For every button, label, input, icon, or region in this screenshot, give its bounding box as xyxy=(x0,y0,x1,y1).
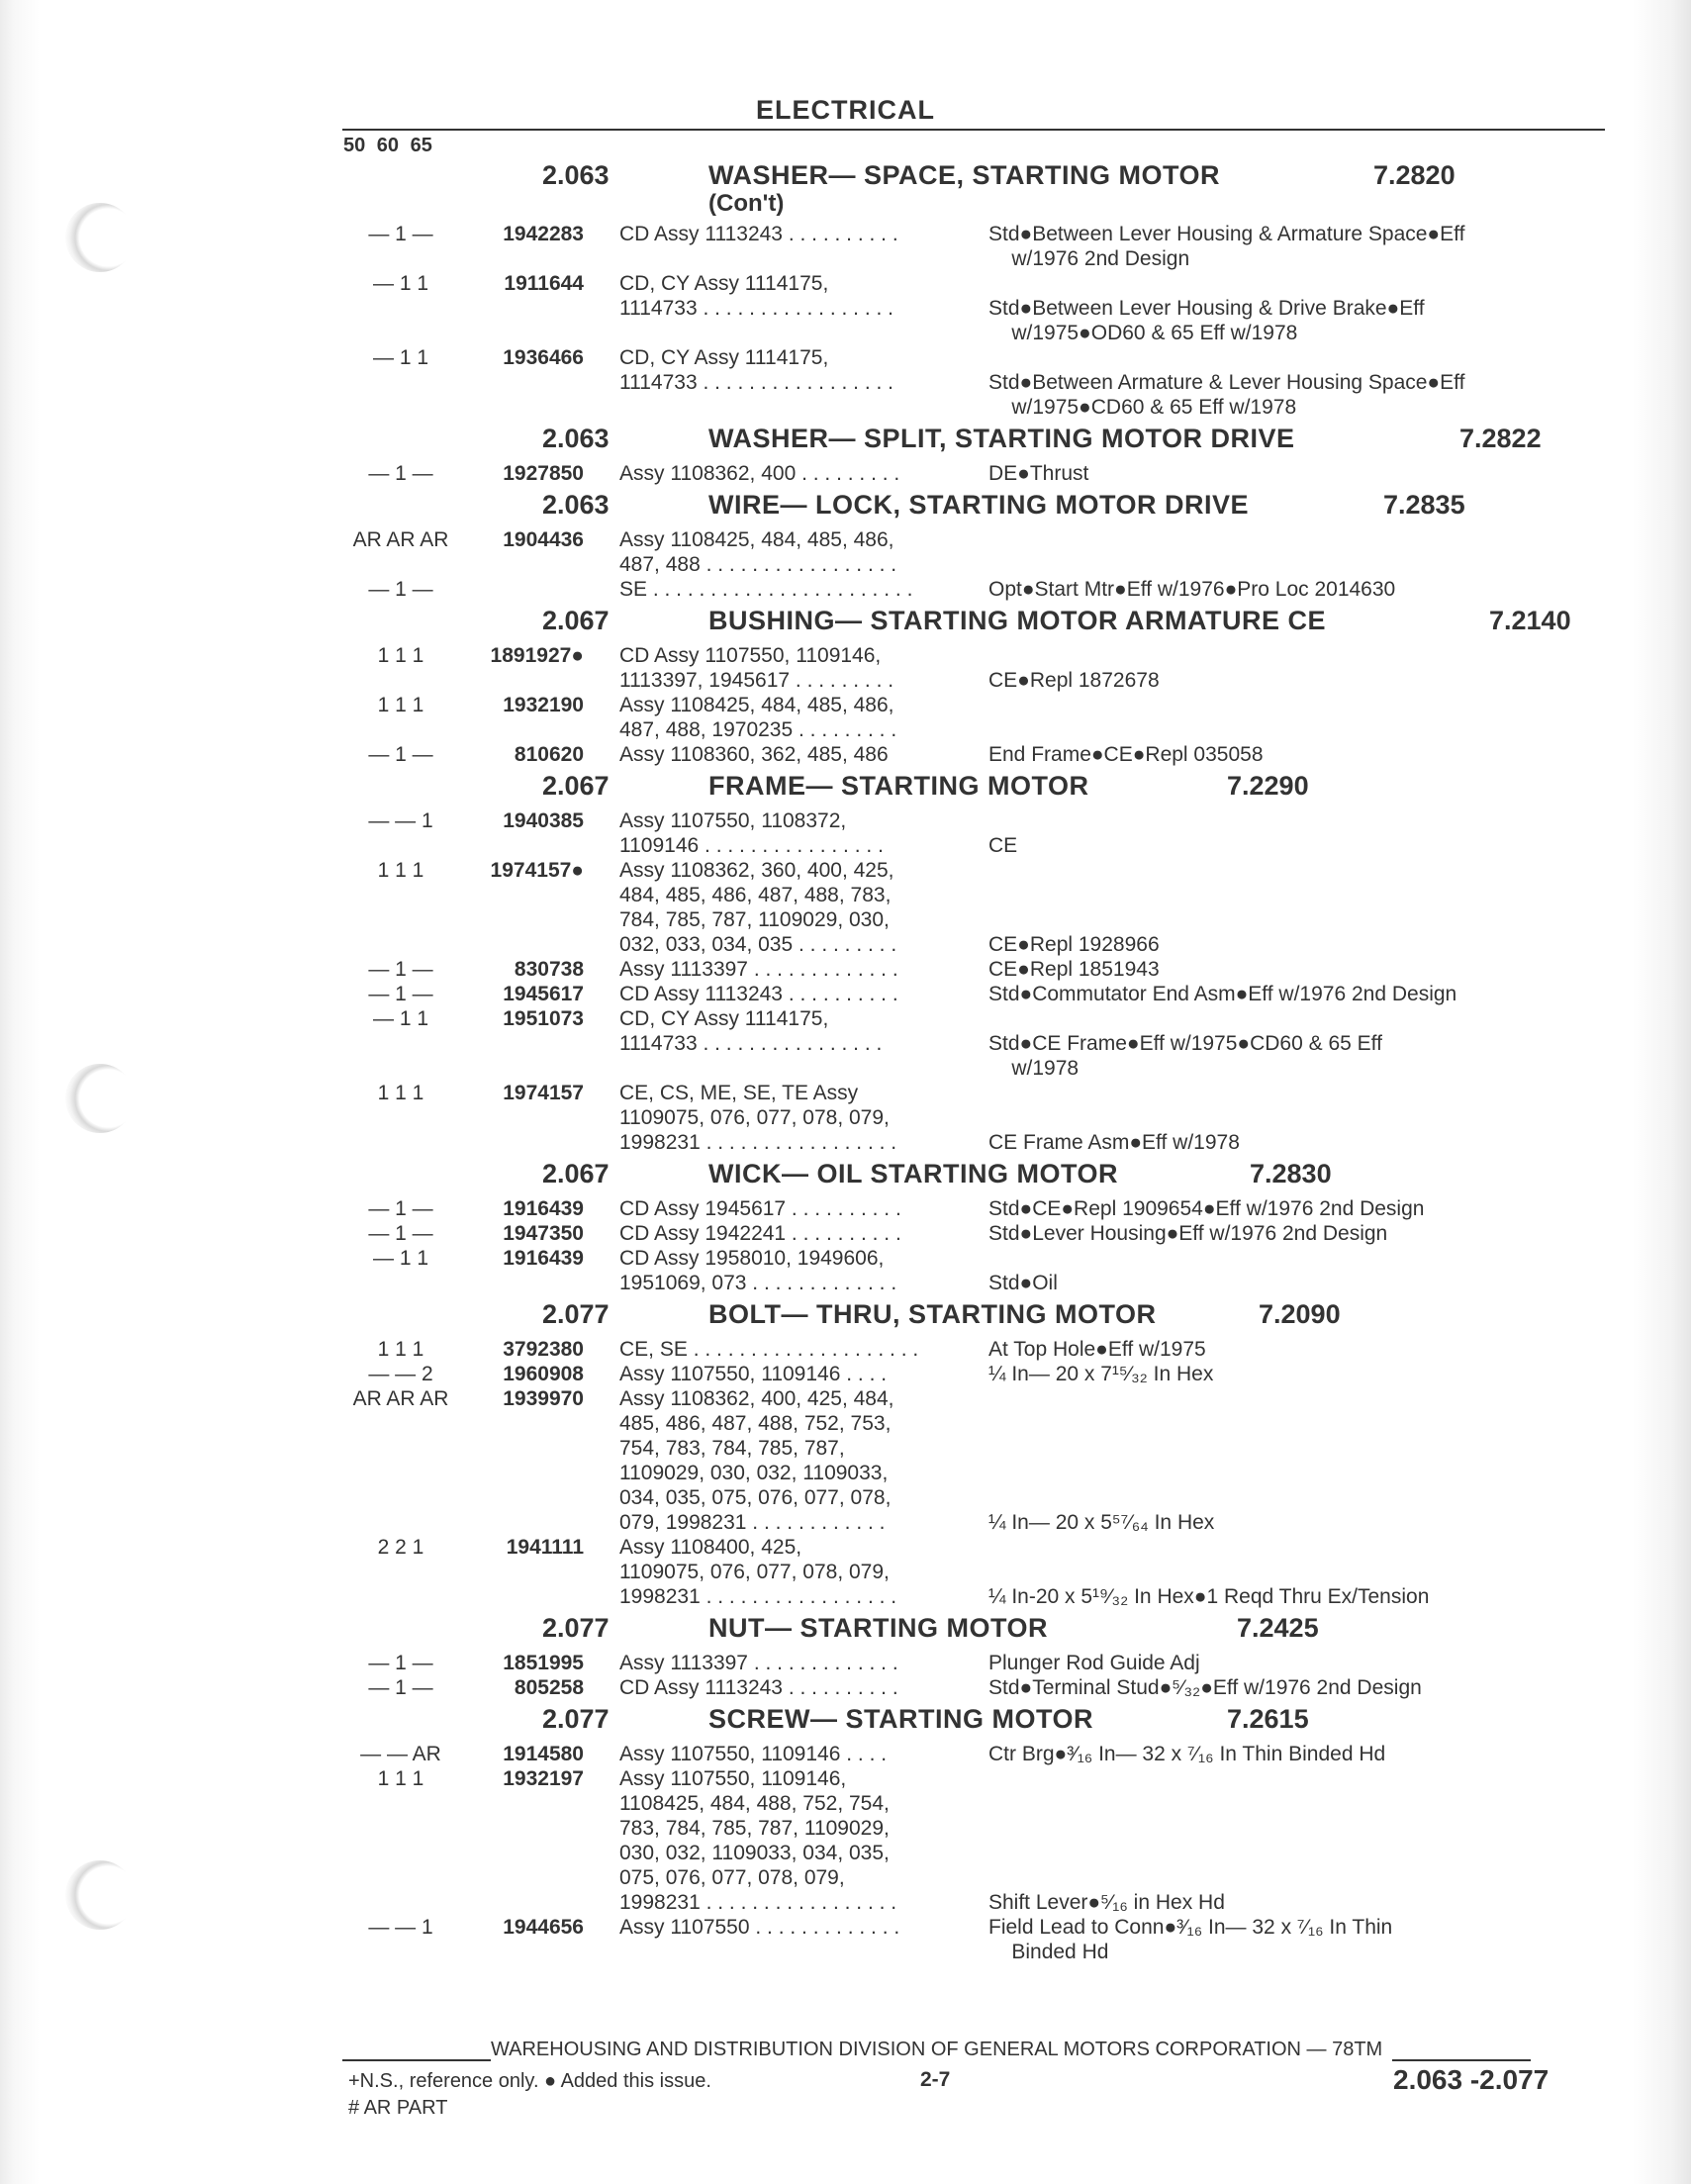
part-description: Ctr Brg●³⁄₁₆ In— 32 x ⁷⁄₁₆ In Thin Binded Hd xyxy=(988,1743,1386,1765)
section-code: 7.2140 xyxy=(1489,606,1571,635)
part-row xyxy=(336,345,1613,420)
section-code: 7.2835 xyxy=(1383,490,1465,520)
footer-rule-left xyxy=(342,2059,491,2061)
header-rule xyxy=(342,129,1605,131)
section-title: SCREW— STARTING MOTOR xyxy=(708,1704,1093,1734)
section-header xyxy=(336,1159,1613,1196)
section-number: 2.067 xyxy=(542,1159,610,1188)
catalog-section xyxy=(336,424,1613,486)
assembly-usage: CD Assy 1958010, 1949606, 1951069, 073 . . . . . . . . . . . . . xyxy=(619,1247,897,1294)
part-description: Std●Commutator End Asm●Eff w/1976 2nd Design xyxy=(988,983,1457,1005)
part-number: 1944656 xyxy=(503,1916,584,1939)
section-title: NUT— STARTING MOTOR xyxy=(708,1613,1048,1643)
part-row xyxy=(336,1766,1613,1915)
part-row xyxy=(336,1006,1613,1081)
part-number: 810620 xyxy=(514,743,584,766)
part-description: Plunger Rod Guide Adj xyxy=(988,1652,1200,1674)
assembly-usage: CE, CS, ME, SE, TE Assy 1109075, 076, 077, 078, 079, 1998231 . . . . . . . . . . . . . . . . . xyxy=(619,1082,897,1154)
qty-by-model: 1 1 1 xyxy=(377,1338,424,1361)
assembly-usage: CE, SE . . . . . . . . . . . . . . . . . . . . xyxy=(619,1338,919,1361)
part-number: 1851995 xyxy=(503,1652,584,1674)
qty-by-model: — 1 — xyxy=(368,462,433,485)
section-number: 2.077 xyxy=(542,1704,610,1734)
part-row xyxy=(336,1535,1613,1609)
section-number: 2.067 xyxy=(542,606,610,635)
part-row xyxy=(336,1915,1613,1964)
qty-by-model: 1 1 1 xyxy=(377,1082,424,1104)
page-title: ELECTRICAL xyxy=(756,95,935,125)
note-ar-part: # AR PART xyxy=(348,2097,448,2119)
qty-by-model: AR AR AR xyxy=(352,1387,449,1410)
assembly-usage: CD, CY Assy 1114175, 1114733 . . . . . . . . . . . . . . . . . xyxy=(619,272,894,320)
qty-by-model: — 1 — xyxy=(368,1222,433,1245)
section-code: 7.2820 xyxy=(1373,160,1456,190)
assembly-usage: Assy 1107550 . . . . . . . . . . . . . xyxy=(619,1916,900,1939)
part-row xyxy=(336,1246,1613,1295)
part-row xyxy=(336,577,1613,602)
part-row xyxy=(336,742,1613,767)
qty-by-model: — — 1 xyxy=(368,1916,433,1939)
part-number: 1945617 xyxy=(503,983,584,1005)
part-number: 1947350 xyxy=(503,1222,584,1245)
part-row xyxy=(336,858,1613,957)
part-row xyxy=(336,808,1613,858)
part-description: Std●Between Armature & Lever Housing Space●Eff w/1975●CD60 & 65 Eff w/1978 xyxy=(988,371,1465,419)
part-row xyxy=(336,957,1613,982)
qty-by-model: — 1 1 xyxy=(372,1247,429,1270)
assembly-usage: Assy 1108360, 362, 485, 486 xyxy=(619,743,889,766)
footer-division: WAREHOUSING AND DISTRIBUTION DIVISION OF GENERAL MOTORS CORPORATION — 78TM xyxy=(491,2039,1383,2060)
part-number: 1942283 xyxy=(503,223,584,245)
assembly-usage: CD, CY Assy 1114175, 1114733 . . . . . . . . . . . . . . . . . xyxy=(619,346,894,394)
assembly-usage: Assy 1108425, 484, 485, 486, 487, 488, 1970235 . . . . . . . . . xyxy=(619,694,897,741)
part-number: 1974157 xyxy=(503,1082,584,1104)
assembly-usage: Assy 1108362, 400, 425, 484, 485, 486, 487, 488, 752, 753, 754, 783, 784, 785, 787, 1109029, 030, 032, 1109033, 034, 035, 075, 076, 077, 078, 079, 1998231 . . . . . . . . . . . . xyxy=(619,1387,894,1534)
part-number: 1951073 xyxy=(503,1007,584,1030)
qty-by-model: 1 1 1 xyxy=(377,694,424,716)
part-row xyxy=(336,693,1613,742)
qty-by-model: 1 1 1 xyxy=(377,859,424,882)
assembly-usage: CD Assy 1113243 . . . . . . . . . . xyxy=(619,223,898,245)
section-number: 2.063 xyxy=(542,160,610,190)
part-number: 1939970 xyxy=(503,1387,584,1410)
part-description: DE●Thrust xyxy=(988,462,1089,485)
part-description: Std●Oil xyxy=(988,1272,1058,1294)
part-row xyxy=(336,1337,1613,1362)
part-description: CE xyxy=(988,834,1018,857)
part-number: 1904436 xyxy=(503,528,584,551)
qty-by-model: — — 2 xyxy=(368,1363,433,1385)
section-header xyxy=(336,1613,1613,1651)
part-row xyxy=(336,982,1613,1006)
binder-hole-top xyxy=(65,203,135,272)
note-ns-added: +N.S., reference only. ● Added this issue. xyxy=(348,2070,711,2092)
part-row xyxy=(336,1742,1613,1766)
part-row xyxy=(336,461,1613,486)
part-number: 1932190 xyxy=(503,694,584,716)
catalog-section xyxy=(336,771,1613,1155)
part-row xyxy=(336,527,1613,577)
qty-by-model: — 1 1 xyxy=(372,272,429,295)
part-number: 1927850 xyxy=(503,462,584,485)
section-code: 7.2425 xyxy=(1237,1613,1319,1643)
part-number: 830738 xyxy=(514,958,584,981)
assembly-usage: Assy 1108362, 400 . . . . . . . . . xyxy=(619,462,900,485)
part-number: 805258 xyxy=(514,1676,584,1699)
qty-by-model: — 1 1 xyxy=(372,1007,429,1030)
assembly-usage: Assy 1108362, 360, 400, 425, 484, 485, 486, 487, 488, 783, 784, 785, 787, 1109029, 030, 032, 033, 034, 035 . . . . . . . . . xyxy=(619,859,897,956)
binder-hole-bottom xyxy=(65,1860,135,1930)
section-code: 7.2822 xyxy=(1459,424,1542,453)
qty-by-model: — 1 — xyxy=(368,1652,433,1674)
assembly-usage: Assy 1108400, 425, 1109075, 076, 077, 078, 079, 1998231 . . . . . . . . . . . . . . . . . xyxy=(619,1536,897,1608)
qty-by-model: — 1 — xyxy=(368,1676,433,1699)
qty-by-model: — 1 — xyxy=(368,983,433,1005)
part-number: 1916439 xyxy=(503,1197,584,1220)
section-title: FRAME— STARTING MOTOR xyxy=(708,771,1089,801)
catalog-section xyxy=(336,490,1613,602)
part-number: 1911644 xyxy=(504,272,584,295)
part-row xyxy=(336,1221,1613,1246)
part-number: 1916439 xyxy=(503,1247,584,1270)
footer-division-line xyxy=(342,2039,1613,2061)
part-description: Std●Terminal Stud●⁵⁄₃₂●Eff w/1976 2nd Design xyxy=(988,1676,1422,1699)
qty-by-model: — 1 — xyxy=(368,958,433,981)
section-number: 2.063 xyxy=(542,424,610,453)
qty-by-model: — 1 1 xyxy=(372,346,429,369)
part-number: 1974157● xyxy=(490,859,584,882)
qty-by-model: — 1 — xyxy=(368,223,433,245)
qty-by-model: 2 2 1 xyxy=(377,1536,424,1559)
part-description: CE●Repl 1872678 xyxy=(988,669,1160,692)
section-code: 7.2830 xyxy=(1250,1159,1332,1188)
section-number: 2.077 xyxy=(542,1613,610,1643)
section-number: 2.077 xyxy=(542,1299,610,1329)
part-number: 1960908 xyxy=(503,1363,584,1385)
section-header xyxy=(336,606,1613,643)
assembly-usage: Assy 1107550, 1109146 . . . . xyxy=(619,1363,888,1385)
qty-by-model: — — 1 xyxy=(368,809,433,832)
part-row xyxy=(336,1196,1613,1221)
section-title: WASHER— SPACE, STARTING MOTOR xyxy=(708,160,1221,190)
part-description: Std●Between Lever Housing & Drive Brake●Eff w/1975●OD60 & 65 Eff w/1978 xyxy=(988,297,1425,344)
catalog-section xyxy=(336,606,1613,767)
section-header xyxy=(336,424,1613,461)
section-title: BUSHING— STARTING MOTOR ARMATURE CE xyxy=(708,606,1326,635)
qty-by-model: — — AR xyxy=(360,1743,441,1765)
part-row xyxy=(336,1651,1613,1675)
qty-by-model: AR AR AR xyxy=(352,528,449,551)
assembly-usage: CD Assy 1107550, 1109146, 1113397, 1945617 . . . . . . . . . xyxy=(619,644,894,692)
section-code: 7.2615 xyxy=(1227,1704,1309,1734)
part-description: Std●CE●Repl 1909654●Eff w/1976 2nd Design xyxy=(988,1197,1425,1220)
assembly-usage: SE . . . . . . . . . . . . . . . . . . . . . . . xyxy=(619,578,913,601)
part-row xyxy=(336,643,1613,693)
assembly-usage: Assy 1113397 . . . . . . . . . . . . . xyxy=(619,1652,898,1674)
section-title: WIRE— LOCK, STARTING MOTOR DRIVE xyxy=(708,490,1249,520)
binder-hole-middle xyxy=(65,1064,135,1133)
page-number: 2-7 xyxy=(920,2068,951,2091)
part-description: ¼ In— 20 x 5⁵⁷⁄₆₄ In Hex xyxy=(988,1511,1215,1534)
assembly-usage: Assy 1107550, 1109146, 1108425, 484, 488, 752, 754, 783, 784, 785, 787, 1109029, 030, 032, 1109033, 034, 035, 075, 076, 077, 078, 079, 1998231 . . . . . . . . . . . . . . . . . xyxy=(619,1767,897,1914)
assembly-usage: Assy 1107550, 1109146 . . . . xyxy=(619,1743,888,1765)
part-description: Opt●Start Mtr●Eff w/1976●Pro Loc 2014630 xyxy=(988,578,1396,601)
section-number: 2.063 xyxy=(542,490,610,520)
section-title: WASHER— SPLIT, STARTING MOTOR DRIVE xyxy=(708,424,1295,453)
part-description: CE●Repl 1851943 xyxy=(988,958,1160,981)
part-description: Std●CE Frame●Eff w/1975●CD60 & 65 Eff w/1978 xyxy=(988,1032,1382,1080)
part-number: 1891927● xyxy=(490,644,584,667)
part-description: Field Lead to Conn●³⁄₁₆ In— 32 x ⁷⁄₁₆ In Thin Binded Hd xyxy=(988,1916,1393,1963)
section-title: WICK— OIL STARTING MOTOR xyxy=(708,1159,1118,1188)
part-row xyxy=(336,1081,1613,1155)
part-description: ¼ In— 20 x 7¹⁵⁄₃₂ In Hex xyxy=(988,1363,1214,1385)
section-subtitle: (Con't) xyxy=(708,190,785,217)
section-title: BOLT— THRU, STARTING MOTOR xyxy=(708,1299,1157,1329)
qty-by-model: — 1 — xyxy=(368,743,433,766)
section-header xyxy=(336,1299,1613,1337)
part-row xyxy=(336,222,1613,271)
parts-listing xyxy=(336,156,1613,1964)
section-header xyxy=(336,771,1613,808)
qty-by-model: 1 1 1 xyxy=(377,1767,424,1790)
part-description: ¼ In-20 x 5¹⁹⁄₃₂ In Hex●1 Reqd Thru Ex/Tension xyxy=(988,1585,1430,1608)
part-row xyxy=(336,1675,1613,1700)
qty-by-model: — 1 — xyxy=(368,1197,433,1220)
part-number: 1941111 xyxy=(506,1536,584,1559)
assembly-usage: CD Assy 1113243 . . . . . . . . . . xyxy=(619,1676,898,1699)
section-header xyxy=(336,490,1613,527)
assembly-usage: Assy 1113397 . . . . . . . . . . . . . xyxy=(619,958,898,981)
part-description: CE●Repl 1928966 xyxy=(988,933,1160,956)
footer-rule-right xyxy=(1392,2059,1531,2061)
part-description: Std●Lever Housing●Eff w/1976 2nd Design xyxy=(988,1222,1388,1245)
section-header xyxy=(336,160,1613,222)
part-number: 1932197 xyxy=(503,1767,584,1790)
assembly-usage: CD, CY Assy 1114175, 1114733 . . . . . . . . . . . . . . . . xyxy=(619,1007,883,1055)
part-description: End Frame●CE●Repl 035058 xyxy=(988,743,1264,766)
section-code: 7.2290 xyxy=(1227,771,1309,801)
model-columns-header: 50 60 65 xyxy=(343,135,432,156)
assembly-usage: CD Assy 1945617 . . . . . . . . . . xyxy=(619,1197,901,1220)
section-number: 2.067 xyxy=(542,771,610,801)
qty-by-model: 1 1 1 xyxy=(377,644,424,667)
part-number: 1914580 xyxy=(503,1743,584,1765)
part-number: 3792380 xyxy=(503,1338,584,1361)
part-row xyxy=(336,271,1613,345)
footer-notes xyxy=(348,2068,711,2122)
part-number: 1936466 xyxy=(503,346,584,369)
catalog-section xyxy=(336,1704,1613,1964)
part-description: Shift Lever●⁵⁄₁₆ in Hex Hd xyxy=(988,1891,1225,1914)
part-description: At Top Hole●Eff w/1975 xyxy=(988,1338,1206,1361)
assembly-usage: Assy 1107550, 1108372, 1109146 . . . . . . . . . . . . . . . . xyxy=(619,809,884,857)
catalog-section xyxy=(336,160,1613,420)
part-description: CE Frame Asm●Eff w/1978 xyxy=(988,1131,1240,1154)
section-header xyxy=(336,1704,1613,1742)
catalog-section xyxy=(336,1299,1613,1609)
catalog-section xyxy=(336,1613,1613,1700)
assembly-usage: CD Assy 1113243 . . . . . . . . . . xyxy=(619,983,898,1005)
catalog-section xyxy=(336,1159,1613,1295)
part-row xyxy=(336,1386,1613,1535)
section-code: 7.2090 xyxy=(1259,1299,1341,1329)
assembly-usage: Assy 1108425, 484, 485, 486, 487, 488 . . . . . . . . . . . . . . . . . xyxy=(619,528,897,576)
qty-by-model: — 1 — xyxy=(368,578,433,601)
section-range: 2.063 -2.077 xyxy=(1393,2064,1550,2095)
part-row xyxy=(336,1362,1613,1386)
assembly-usage: CD Assy 1942241 . . . . . . . . . . xyxy=(619,1222,901,1245)
part-description: Std●Between Lever Housing & Armature Space●Eff w/1976 2nd Design xyxy=(988,223,1465,270)
part-number: 1940385 xyxy=(503,809,584,832)
